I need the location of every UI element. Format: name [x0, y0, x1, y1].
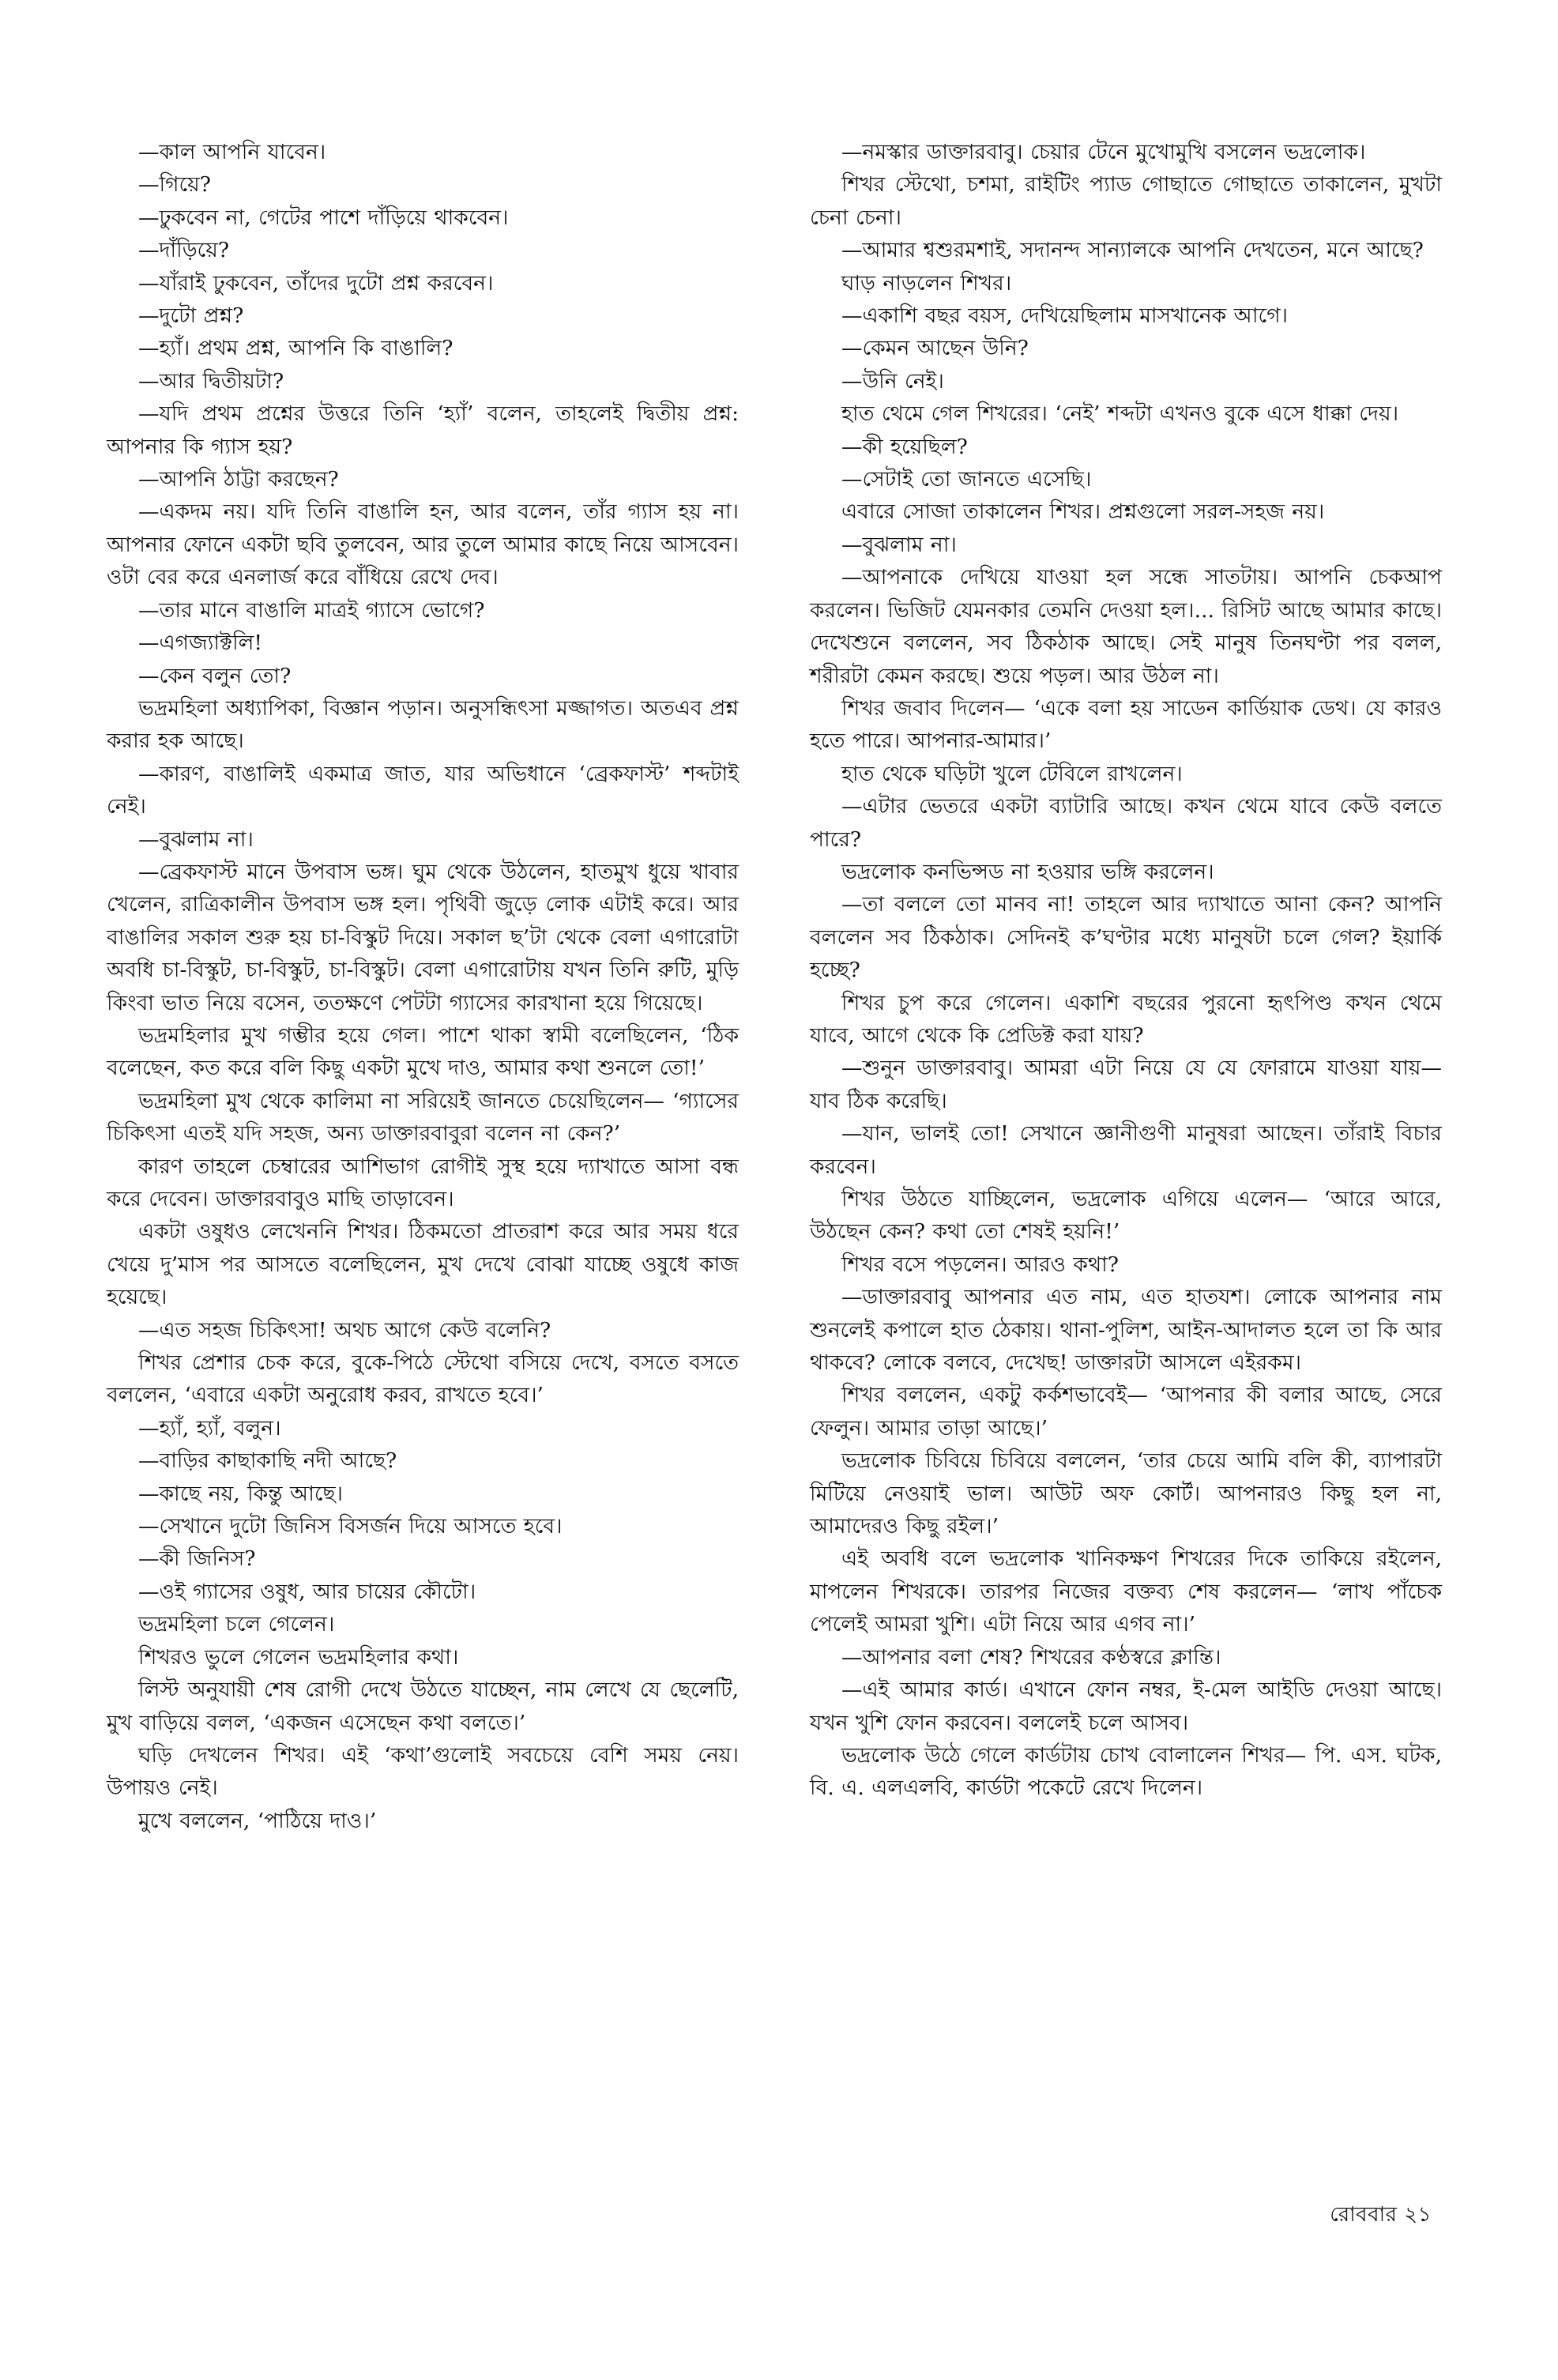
- paragraph: হাত থেকে ঘড়িটা খুলে টেবিলে রাখলেন।: [841, 761, 1183, 786]
- paragraph: —উনি নেই।: [841, 368, 944, 394]
- paragraph: শিখর বললেন, একটু কর্কশভাবেই— ‘আপনার কী বলার আছে, সেরে ফেলুন। আমার তাড়া আছে।’: [810, 1383, 1442, 1440]
- paragraph: ভদ্রলোক উঠে গেলে কার্ডটায় চোখ বোলালেন শিখর— পি. এস. ঘটক, বি. এ. এলএলবি, কার্ডটা পকেটে রেখে দিলেন।: [810, 1742, 1442, 1801]
- paragraph: —ডাক্তারবাবু আপনার এত নাম, এত হাতযশ। লোকে আপনার নাম শুনলেই কপালে হাত ঠেকায়। থানা-পুলিশ, আইন-আদালত হলে তা কি আর থাকবে? লোকে বলবে, দেখেছ! ডাক্তারটা আসলে এইরকম।: [810, 1285, 1442, 1376]
- paragraph: —ঢুকবেন না, গেটের পাশে দাঁড়িয়ে থাকবেন।: [138, 205, 509, 230]
- paragraph: —কেমন আছেন উনি?: [841, 336, 1029, 361]
- paragraph: —যান, ভালই তো! সেখানে জ্ঞানীগুণী মানুষরা আছেন। তাঁরাই বিচার করবেন।: [810, 1121, 1442, 1179]
- paragraph: ভদ্রলোক কনভিন্সড না হওয়ার ভঙ্গি করলেন।: [841, 859, 1214, 884]
- paragraph: —সেটাই তো জানতে এসেছি।: [841, 467, 1092, 492]
- paragraph: —যাঁরাই ঢুকবেন, তাঁদের দুটো প্রশ্ন করবেন।: [138, 270, 494, 296]
- paragraph: মুখে বললেন, ‘পাঠিয়ে দাও।’: [138, 1808, 377, 1833]
- paragraph: —তার মানে বাঙালি মাত্রই গ্যাসে ভোগে?: [138, 597, 485, 623]
- paragraph: শিখর উঠতে যাচ্ছিলেন, ভদ্রলোক এগিয়ে এলেন— ‘আরে আরে, উঠছেন কেন? কথা তো শেষই হয়নি!’: [810, 1187, 1442, 1245]
- paragraph: —একদম নয়। যদি তিনি বাঙালি হন, আর বলেন, তাঁর গ্যাস হয় না। আপনার ফোনে একটা ছবি তুলবেন, আর তুলে আমার কাছে নিয়ে আসবেন। ওটা বের করে এনলার্জ করে বাঁধিয়ে রেখে দেব।: [107, 499, 739, 590]
- paragraph: —কী জিনিস?: [138, 1546, 256, 1572]
- paragraph: —বুঝলাম না।: [138, 827, 254, 852]
- paragraph: —কী হয়েছিল?: [841, 434, 968, 459]
- paragraph: —হ্যাঁ। প্রথম প্রশ্ন, আপনি কি বাঙালি?: [138, 336, 453, 361]
- paragraph: ভদ্রমহিলা অধ্যাপিকা, বিজ্ঞান পড়ান। অনুসন্ধিৎসা মজ্জাগত। অতএব প্রশ্ন করার হক আছে।: [107, 695, 739, 754]
- page-footer: [1330, 2198, 1432, 2233]
- paragraph: —দাঁড়িয়ে?: [138, 238, 230, 263]
- paragraph: ভদ্রলোক চিবিয়ে চিবিয়ে বললেন, ‘তার চেয়ে আমি বলি কী, ব্যাপারটা মিটিয়ে নেওয়াই ভাল। আউট অফ কোর্ট। আপনারও কিছু হল না, আমাদেরও কিছু রইল।’: [810, 1448, 1442, 1539]
- paragraph: —আপনাকে দেখিয়ে যাওয়া হল সন্ধে সাতটায়। আপনি চেকআপ করলেন। ভিজিট যেমনকার তেমনি দেওয়া হল।... রিসিট আছে আমার কাছে। দেখেশুনে বললেন, সব ঠিকঠাক আছে। সেই মানুষ তিনঘণ্টা পর বলল, শরীরটা কেমন করছে। শুয়ে পড়ল। আর উঠল না।: [810, 565, 1442, 688]
- paragraph: ঘাড় নাড়লেন শিখর।: [841, 270, 1012, 296]
- right-text-column: [810, 136, 1442, 1805]
- paragraph: —ওই গ্যাসের ওষুধ, আর চায়ের কৌটো।: [138, 1579, 476, 1604]
- paragraph: —এই আমার কার্ড। এখানে ফোন নম্বর, ই-মেল আইডি দেওয়া আছে। যখন খুশি ফোন করবেন। বললেই চলে আসব।: [810, 1678, 1442, 1735]
- paragraph: —একাশি বছর বয়স, দেখিয়েছিলাম মাসখানেক আগে।: [841, 303, 1289, 329]
- paragraph: ভদ্রমহিলার মুখ গম্ভীর হয়ে গেল। পাশে থাকা স্বামী বলেছিলেন, ‘ঠিক বলেছেন, কত করে বলি কিছু একটা মুখে দাও, আমার কথা শুনলে তো!’: [107, 1022, 739, 1081]
- paragraph: শিখর স্টেথো, চশমা, রাইটিং প্যাড গোছাতে গোছাতে তাকালেন, মুখটা চেনা চেনা।: [810, 172, 1442, 230]
- paragraph: —সেখানে দুটো জিনিস বিসর্জন দিয়ে আসতে হবে।: [138, 1514, 563, 1539]
- paragraph: শিখর প্রেশার চেক করে, বুকে-পিঠে স্টেথো বসিয়ে দেখে, বসতে বসতে বললেন, ‘এবারে একটা অনুরোধ করব, রাখতে হবে।’: [107, 1350, 739, 1408]
- paragraph: —আপনার বলা শেষ? শিখরের কণ্ঠস্বরে ক্লান্তি।: [841, 1644, 1221, 1670]
- paragraph: —তা বললে তো মানব না! তাহলে আর দ্যাখাতে আনা কেন? আপনি বললেন সব ঠিকঠাক। সেদিনই ক’ঘণ্টার মধ্যে মানুষটা চলে গেল? ইয়ার্কি হচ্ছে?: [810, 892, 1442, 983]
- paragraph: —যদি প্রথম প্রশ্নের উত্তরে তিনি ‘হ্যাঁ’ বলেন, তাহলেই দ্বিতীয় প্রশ্ন: আপনার কি গ্যাস হয়?: [107, 401, 739, 459]
- paragraph: —আমার শ্বশুরমশাই, সদানন্দ সান্যালকে আপনি দেখতেন, মনে আছে?: [841, 238, 1424, 263]
- paragraph: —কাছে নয়, কিন্তু আছে।: [138, 1481, 344, 1506]
- paragraph: —কেন বলুন তো?: [138, 663, 292, 688]
- paragraph: লিস্ট অনুযায়ী শেষ রোগী দেখে উঠতে যাচ্ছেন, নাম লেখে যে ছেলেটি, মুখ বাড়িয়ে বলল, ‘একজন এসেছেন কথা বলতে।’: [107, 1678, 739, 1735]
- paragraph: শিখরও ভুলে গেলেন ভদ্রমহিলার কথা।: [138, 1644, 459, 1670]
- paragraph: এই অবধি বলে ভদ্রলোক খানিকক্ষণ শিখরের দিকে তাকিয়ে রইলেন, মাপলেন শিখরকে। তারপর নিজের বক্তব্য শেষ করলেন— ‘লাখ পাঁচেক পেলেই আমরা খুশি। এটা নিয়ে আর এগব না।’: [810, 1546, 1442, 1637]
- paragraph: —বুঝলাম না।: [841, 532, 957, 557]
- paragraph: —আপনি ঠাট্টা করছেন?: [138, 467, 339, 492]
- page-number-label: রোববার ২১: [1330, 2203, 1432, 2227]
- paragraph: শিখর চুপ করে গেলেন। একাশি বছরের পুরনো হৃৎপিণ্ড কখন থেমে যাবে, আগে থেকে কি প্রেডিক্ট করা যায়?: [810, 990, 1442, 1048]
- left-text-column: [107, 136, 739, 1837]
- paragraph: ভদ্রমহিলা চলে গেলেন।: [138, 1612, 335, 1637]
- paragraph: ভদ্রমহিলা মুখ থেকে কালিমা না সরিয়েই জানতে চেয়েছিলেন— ‘গ্যাসের চিকিৎসা এতই যদি সহজ, অন্য ডাক্তারবাবুরা বলেন না কেন?’: [107, 1088, 739, 1147]
- paragraph: —বাড়ির কাছাকাছি নদী আছে?: [138, 1448, 397, 1474]
- paragraph: কারণ তাহলে চেম্বারের আশিভাগ রোগীই সুস্থ হয়ে দ্যাখাতে আসা বন্ধ করে দেবেন। ডাক্তারবাবুও মাছি তাড়াবেন।: [107, 1154, 739, 1211]
- paragraph: এবারে সোজা তাকালেন শিখর। প্রশ্নগুলো সরল-সহজ নয়।: [841, 499, 1325, 525]
- paragraph: —দুটো প্রশ্ন?: [138, 303, 244, 329]
- paragraph: —ব্রেকফাস্ট মানে উপবাস ভঙ্গ। ঘুম থেকে উঠলেন, হাতমুখ ধুয়ে খাবার খেলেন, রাত্রিকালীন উপবাস ভঙ্গ হল। পৃথিবী জুড়ে লোক এটাই করে। আর বাঙালির সকাল শুরু হয় চা-বিস্কুট দিয়ে। সকাল ছ’টা থেকে বেলা এগারোটা অবধি চা-বিস্কুট, চা-বিস্কুট, চা-বিস্কুট। বেলা এগারোটায় যখন তিনি রুটি, মুড়ি কিংবা ভাত নিয়ে বসেন, ততক্ষণে পেটটা গ্যাসের কারখানা হয়ে গিয়েছে।: [107, 859, 739, 1015]
- paragraph: —হ্যাঁ, হ্যাঁ, বলুন।: [138, 1415, 281, 1440]
- paragraph: —নমস্কার ডাক্তারবাবু। চেয়ার টেনে মুখোমুখি বসলেন ভদ্রলোক।: [841, 140, 1366, 164]
- paragraph: একটা ওষুধও লেখেননি শিখর। ঠিকমতো প্রাতরাশ করে আর সময় ধরে খেয়ে দু’মাস পর আসতে বলেছিলেন, মুখ দেখে বোঝা যাচ্ছে ওষুধে কাজ হয়েছে।: [107, 1219, 739, 1310]
- paragraph: —এগজ্যাক্টলি!: [138, 631, 263, 656]
- paragraph: হাত থেমে গেল শিখরের। ‘নেই’ শব্দটা এখনও বুকে এসে ধাক্কা দেয়।: [841, 401, 1399, 427]
- paragraph: —এত সহজ চিকিৎসা! অথচ আগে কেউ বলেনি?: [138, 1317, 551, 1343]
- paragraph: —কাল আপনি যাবেন।: [138, 140, 326, 164]
- paragraph: —গিয়ে?: [138, 172, 211, 198]
- paragraph: —কারণ, বাঙালিই একমাত্র জাত, যার অভিধানে ‘ব্রেকফাস্ট’ শব্দটাই নেই।: [107, 761, 739, 819]
- paragraph: শিখর বসে পড়লেন। আরও কথা?: [841, 1252, 1120, 1277]
- paragraph: ঘড়ি দেখলেন শিখর। এই ‘কথা’গুলোই সবচেয়ে বেশি সময় নেয়। উপায়ও নেই।: [107, 1742, 739, 1801]
- paragraph: —শুনুন ডাক্তারবাবু। আমরা এটা নিয়ে যে যে ফোরামে যাওয়া যায়— যাব ঠিক করেছি।: [810, 1056, 1442, 1113]
- paragraph: —আর দ্বিতীয়টা?: [138, 368, 284, 394]
- paragraph: —এটার ভেতরে একটা ব্যাটারি আছে। কখন থেমে যাবে কেউ বলতে পারে?: [810, 794, 1442, 852]
- paragraph: শিখর জবাব দিলেন— ‘একে বলা হয় সাডেন কার্ডিয়াক ডেথ। যে কারও হতে পারে। আপনার-আমার।’: [810, 695, 1442, 754]
